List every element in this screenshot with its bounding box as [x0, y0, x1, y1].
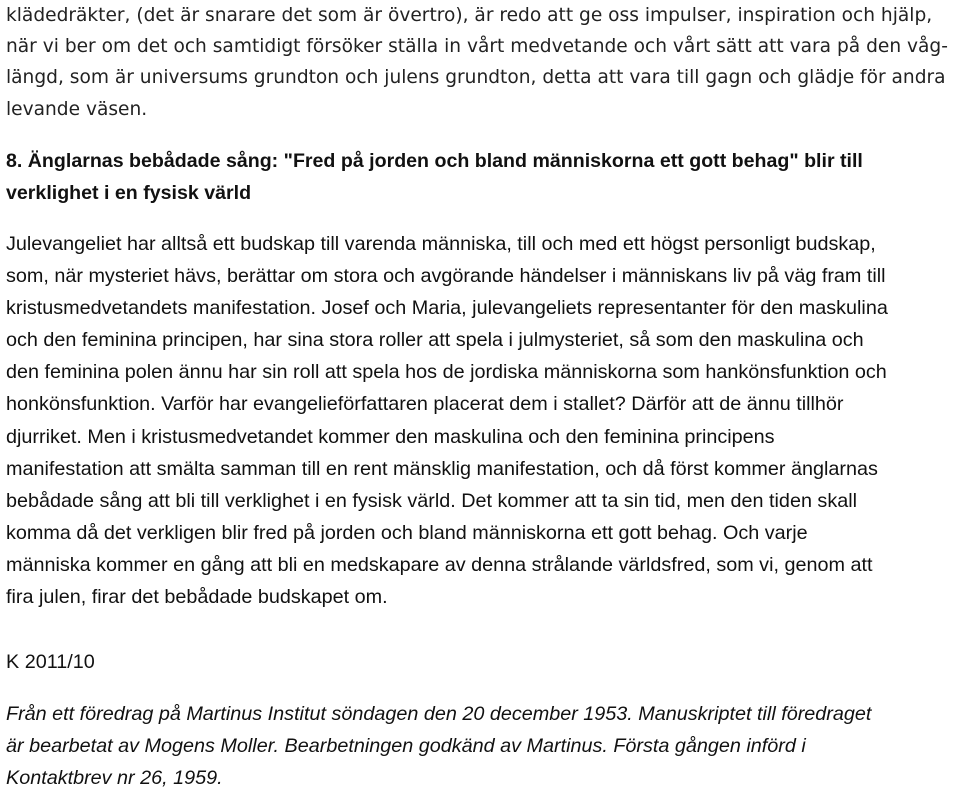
intro-paragraph [6, 0, 956, 125]
text-line: Julevangeliet har alltså ett budskap till varenda människa, till och med ett högst personligt budskap, [6, 233, 876, 255]
text-line: klädedräkter, (det är snarare det som är övertro), är redo att ge oss impulser, inspiration och hjälp, [6, 5, 933, 26]
text-line: kristusmedvetandets manifestation. Josef och Maria, julevangeliets representanter för den maskulina [6, 297, 888, 320]
text-line: fira julen, firar det bebådade budskapet om. [6, 586, 388, 609]
text-line: människa kommer en gång att bli en medskapare av denna strålande världsfred, som vi, genom att [6, 553, 873, 576]
text-line: och den feminina principen, har sina stora roller att spela i julmysteriet, så som den maskulina och [6, 329, 864, 352]
text-line: djurriket. Men i kristusmedvetandet kommer den maskulina och den feminina principens [6, 425, 775, 448]
text-line: komma då det verkligen blir fred på jorden och bland människorna ett gott behag. Och varje [6, 521, 808, 544]
text-line: honkönsfunktion. Varför har evangelieförfattaren placerat dem i stallet? Därför att de ännu tillhör [6, 393, 844, 416]
text-line: den feminina polen ännu har sin roll att spela hos de jordiska människorna som hankönsfunktion och [6, 361, 887, 384]
source-line: Från ett föredrag på Martinus Institut söndagen den 20 december 1953. Manuskriptet till föredraget [6, 703, 872, 725]
body-paragraph [6, 228, 956, 613]
reference-code: K 2011/10 [6, 651, 95, 673]
text-line: levande väsen. [6, 98, 148, 120]
heading-line: 8. Änglarnas bebådade sång: "Fred på jorden och bland människorna ett gott behag" blir till [6, 150, 863, 172]
source-line: är bearbetat av Mogens Moller. Bearbetningen godkänd av Martinus. Första gången införd i [6, 735, 806, 757]
source-note [6, 698, 956, 794]
text-line: bebådade sång att bli till verklighet i en fysisk värld. Det kommer att ta sin tid, men den tiden skall [6, 489, 858, 512]
text-line: längd, som är universums grundton och julens grundton, detta att vara till gagn och glädje för andra [6, 67, 946, 89]
text-line: som, när mysteriet hävs, berättar om stora och avgörande händelser i människans liv på väg fram till [6, 265, 886, 288]
source-line: Kontaktbrev nr 26, 1959. [6, 767, 223, 789]
heading-line: verklighet i en fysisk värld [6, 181, 252, 204]
text-line: manifestation att smälta samman till en rent mänsklig manifestation, och då först kommer änglarnas [6, 457, 878, 480]
section-heading [6, 146, 956, 209]
text-line: när vi ber om det och samtidigt försöker ställa in vårt medvetande och vårt sätt att vara på den våg- [6, 36, 948, 58]
